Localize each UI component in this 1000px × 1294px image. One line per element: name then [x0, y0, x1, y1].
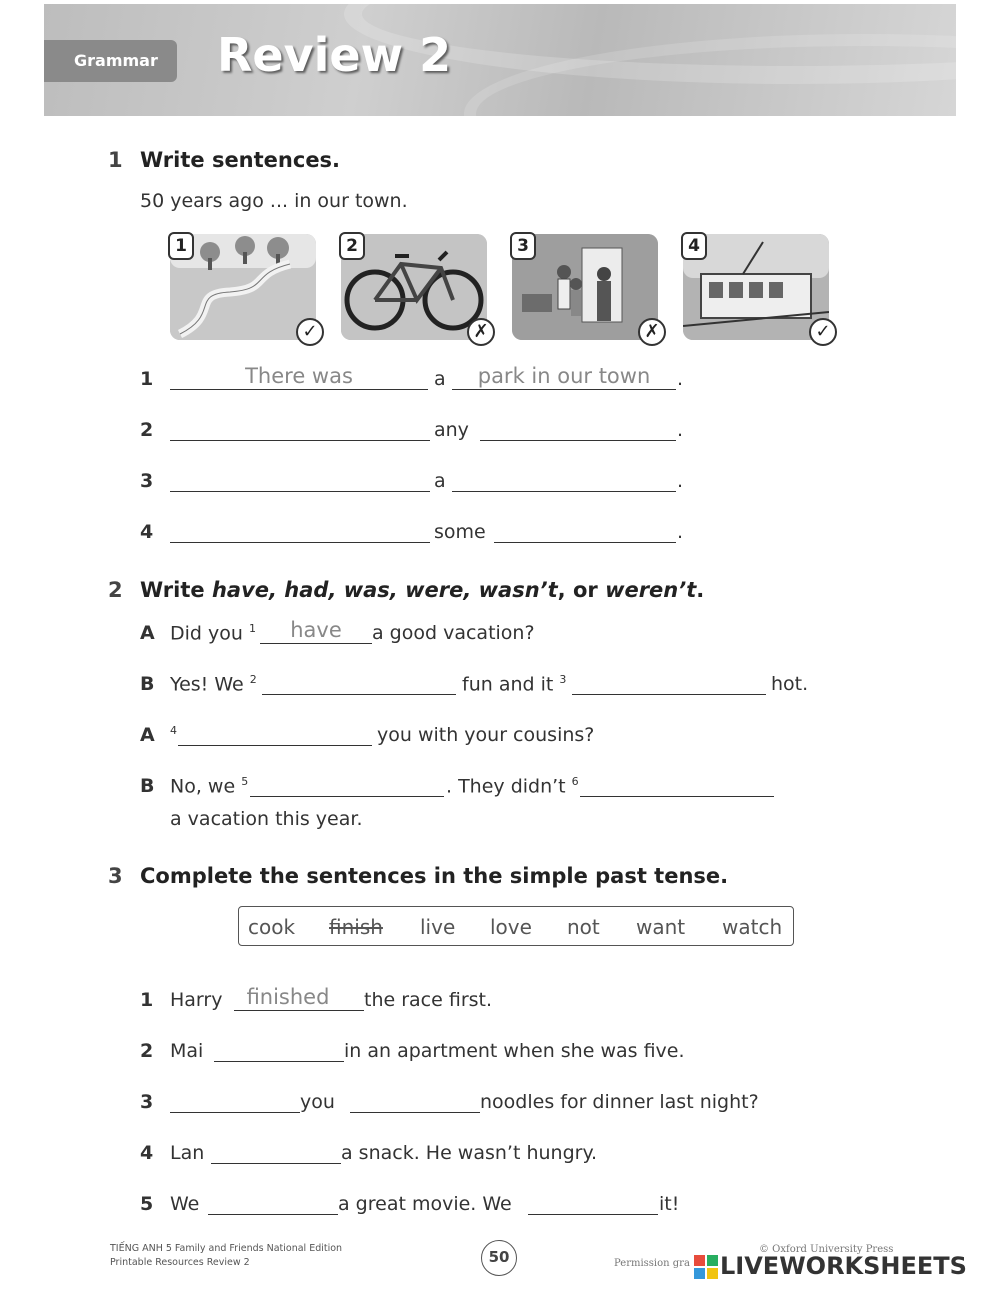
- item-number: 4: [140, 1142, 154, 1164]
- word-bank-item: watch: [722, 915, 783, 939]
- answer-blank[interactable]: [350, 1089, 480, 1113]
- item-number: 2: [140, 1040, 154, 1062]
- period: .: [677, 419, 684, 441]
- item-number: 1: [140, 368, 154, 390]
- speaker-label: B: [140, 775, 155, 797]
- dialogue-text: fun and it $^3$: [462, 673, 567, 696]
- sentence-text: Lan: [170, 1142, 205, 1164]
- example-answer: park in our town: [477, 364, 651, 388]
- dialogue-text: 4: [170, 724, 177, 737]
- example-answer: There was: [245, 364, 353, 388]
- answer-blank[interactable]: [494, 519, 676, 543]
- item-number: 1: [140, 989, 154, 1011]
- example-answer: have: [290, 618, 342, 642]
- word-bank-item: live: [420, 915, 456, 939]
- sentence-text: Harry: [170, 989, 223, 1011]
- word-bank-item: not: [567, 915, 600, 939]
- sentence-text: Mai: [170, 1040, 204, 1062]
- permission-text: Permission gra: [614, 1258, 690, 1269]
- liveworksheets-brand[interactable]: LIVEWORKSHEETS: [720, 1252, 967, 1280]
- word-bank: [238, 906, 794, 946]
- footer-line: Printable Resources Review 2: [110, 1257, 250, 1268]
- answer-blank[interactable]: [452, 468, 676, 492]
- speaker-label: B: [140, 673, 155, 695]
- sentence-text: it!: [659, 1193, 680, 1215]
- dialogue-text: a good vacation?: [372, 622, 535, 644]
- sentence-text: We: [170, 1193, 200, 1215]
- item-number: 4: [140, 521, 154, 543]
- speaker-label: A: [140, 724, 155, 746]
- answer-blank[interactable]: [170, 417, 430, 441]
- dialogue-text: . They didn’t $^6$: [446, 775, 579, 798]
- sentence-text: noodles for dinner last night?: [480, 1091, 759, 1113]
- picture-tram: [683, 234, 829, 340]
- picture-number: 4: [681, 232, 707, 260]
- answer-blank[interactable]: [178, 722, 372, 746]
- dialogue-text: hot.: [771, 673, 809, 695]
- picture-park: [170, 234, 316, 340]
- item-word: a: [434, 470, 446, 492]
- dialogue-text: Did you $^1$: [170, 622, 256, 645]
- sentence-text: a snack. He wasn’t hungry.: [341, 1142, 598, 1164]
- section-number: 3: [108, 864, 123, 888]
- period: .: [677, 368, 684, 390]
- dialogue-text: a vacation this year.: [170, 808, 363, 830]
- item-word: some: [434, 521, 486, 543]
- footer-line: TIẾNG ANH 5 Family and Friends National Edition: [110, 1243, 343, 1254]
- page-number: 50: [481, 1240, 517, 1276]
- section-title: Complete the sentences in the simple past tense.: [140, 864, 729, 888]
- speaker-label: A: [140, 622, 155, 644]
- picture-number: 2: [339, 232, 365, 260]
- period: .: [677, 470, 684, 492]
- item-number: 5: [140, 1193, 154, 1215]
- check-mark-icon: ✓: [809, 318, 837, 346]
- item-word: any: [434, 419, 469, 441]
- picture-station: [512, 234, 658, 340]
- section-title: Write have, had, was, were, wasn’t, or weren’t.: [140, 578, 705, 602]
- picture-bicycle: [341, 234, 487, 340]
- dialogue-text: you with your cousins?: [377, 724, 595, 746]
- answer-blank[interactable]: [262, 671, 456, 695]
- word-bank-item: cook: [248, 915, 296, 939]
- answer-blank[interactable]: [528, 1191, 658, 1215]
- header-banner: [44, 4, 956, 116]
- item-word: a: [434, 368, 446, 390]
- cross-mark-icon: ✗: [467, 318, 495, 346]
- item-number: 3: [140, 470, 154, 492]
- check-mark-icon: ✓: [296, 318, 324, 346]
- section-number: 1: [108, 148, 123, 172]
- answer-blank[interactable]: [214, 1038, 344, 1062]
- sentence-text: the race first.: [364, 989, 493, 1011]
- liveworksheets-logo-icon: [694, 1255, 718, 1279]
- footer-credits: [110, 1242, 342, 1270]
- answer-blank[interactable]: [170, 519, 430, 543]
- item-number: 2: [140, 419, 154, 441]
- example-answer: finished: [246, 985, 330, 1009]
- answer-blank[interactable]: [208, 1191, 338, 1215]
- section-tab: Grammar: [44, 40, 177, 82]
- sentence-text: you: [300, 1091, 335, 1113]
- answer-blank[interactable]: [170, 1089, 300, 1113]
- item-number: 3: [140, 1091, 154, 1113]
- answer-blank[interactable]: [211, 1140, 341, 1164]
- copyright: © Oxford University Press: [759, 1244, 894, 1255]
- section-title: Write sentences.: [140, 148, 341, 172]
- answer-blank[interactable]: [580, 773, 774, 797]
- sentence-text: in an apartment when she was five.: [344, 1040, 685, 1062]
- answer-blank[interactable]: [572, 671, 766, 695]
- section-number: 2: [108, 578, 123, 602]
- dialogue-text: No, we $^5$: [170, 775, 249, 798]
- period: .: [677, 521, 684, 543]
- word-bank-item: want: [636, 915, 686, 939]
- answer-blank[interactable]: [250, 773, 444, 797]
- picture-number: 3: [510, 232, 536, 260]
- page-title: Review 2: [217, 28, 452, 82]
- answer-blank[interactable]: [480, 417, 676, 441]
- cross-mark-icon: ✗: [638, 318, 666, 346]
- dialogue-text: Yes! We $^2$: [170, 673, 257, 696]
- picture-number: 1: [168, 232, 194, 260]
- sentence-text: a great movie. We: [338, 1193, 512, 1215]
- word-bank-item: love: [490, 915, 532, 939]
- answer-blank[interactable]: [170, 468, 430, 492]
- word-bank-item: finish: [329, 915, 383, 939]
- section-intro: 50 years ago ... in our town.: [140, 190, 408, 212]
